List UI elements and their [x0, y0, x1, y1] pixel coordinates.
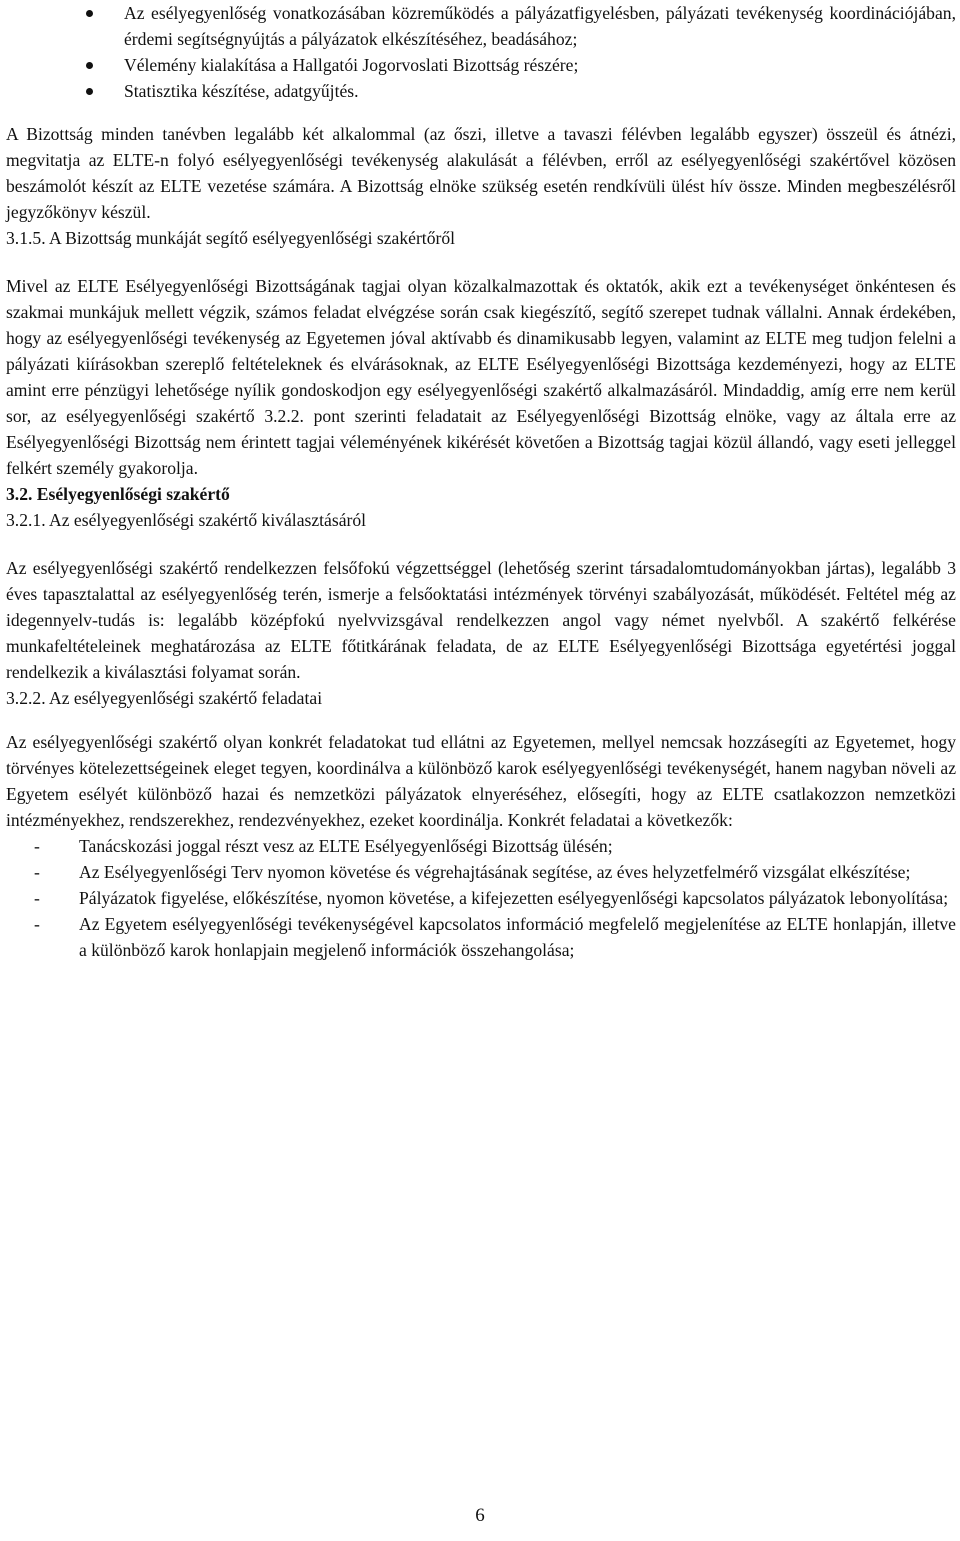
bullet-icon — [86, 10, 93, 17]
paragraph-3-2-2: Az esélyegyenlőségi szakértő olyan konkrét feladatokat tud ellátni az Egyetemen, mellyel nemcsak hozzásegíti az Egyetemet, hogy törvényes kötelezettségeinek eleget tegyen, koordinálva a különböző karok esélyegyenlőségi tevékenységét, hanem nagyban növeli az Egyetem esélyét különböző hazai és nemzetközi pályázatok elnyeréséhez, elősegíti, hogy az ELTE csatlakozzon nemzetközi intézményekhez, rendszerekhez, rendezvényekhez, ezeket koordinálja. Konkrét feladatai a következők: — [6, 732, 956, 830]
bullet-text: Vélemény kialakítása a Hallgatói Jogorvoslati Bizottság részére; — [124, 55, 579, 75]
section-heading-3-2-2: 3.2.2. Az esélyegyenlőségi szakértő feladatai — [6, 688, 323, 708]
page-number: 6 — [475, 1505, 485, 1526]
task-text: Az Esélyegyenlőségi Terv nyomon követése és végrehajtásának segítése, az éves helyzetfelmérő vizsgálat elkészítése; — [79, 862, 911, 882]
list-item — [6, 885, 956, 911]
document-page — [6, 0, 956, 963]
section-heading-3-2: 3.2. Esélyegyenlőségi szakértő — [6, 484, 230, 504]
list-item — [6, 859, 956, 885]
list-item — [6, 52, 956, 78]
list-item — [6, 78, 956, 104]
list-item — [6, 911, 956, 963]
task-text: Pályázatok figyelése, előkészítése, nyomon követése, a kifejezetten esélyegyenlőségi kapcsolatos pályázatok lebonyolítása; — [79, 888, 949, 908]
list-item — [6, 0, 956, 52]
bullet-text: Az esélyegyenlőség vonatkozásában közreműködés a pályázatfigyelésben, pályázati tevékenység koordinációjában, érdemi segítségnyújtás a pályázatok elkészítéséhez, beadásához; — [124, 3, 956, 49]
section-heading-3-1-5: 3.1.5. A Bizottság munkáját segítő esélyegyenlőségi szakértőről — [6, 228, 456, 248]
bullet-icon — [86, 88, 93, 95]
dash-marker: - — [34, 862, 40, 882]
dash-marker: - — [34, 888, 40, 908]
task-text: Tanácskozási joggal részt vesz az ELTE Esélyegyenlőségi Bizottság ülésén; — [79, 836, 613, 856]
bullet-icon — [86, 62, 93, 69]
dash-marker: - — [34, 836, 40, 856]
list-item — [6, 833, 956, 859]
intro-bullet-list — [6, 0, 956, 104]
paragraph-3-1-5: Mivel az ELTE Esélyegyenlőségi Bizottságának tagjai olyan közalkalmazottak és oktatók, akik ezt a tevékenységet önkéntesen és szakmai munkájuk mellett végzik, számos feladat elvégzése során csak kiegészítő, segítő szerepet tudnak vállalni. Annak érdekében, hogy az esélyegyenlőségi tevékenység az Egyetemen jóval aktívabb és dinamikusabb legyen, valamint az ELTE meg tudjon felelni a pályázati kiírásokban szereplő feltételeknek és elvárásoknak, az ELTE Esélyegyenlőségi Bizottsága kezdeményezi, hogy az ELTE amint erre pénzügyi lehetősége nyílik gondoskodjon egy esélyegyenlőségi szakértő alkalmazásáról. Mindaddig, amíg erre nem kerül sor, az esélyegyenlőségi szakértő 3.2.2. pont szerinti feladatait az Esélyegyenlőségi Bizottság elnöke, vagy az általa erre az Esélyegyenlőségi Bizottság nem érintett tagjai véleményének kikérését követően a Bizottság tagjai közül állandó, vagy eseti jelleggel felkért személy gyakorolja. — [6, 276, 956, 478]
bullet-text: Statisztika készítése, adatgyűjtés. — [124, 81, 359, 101]
paragraph-committee-meetings: A Bizottság minden tanévben legalább két alkalommal (az őszi, illetve a tavaszi félévben legalább egyszer) összeül és átnézi, megvitatja az ELTE-n folyó esélyegyenlőségi tevékenység alakulását a félévben, erről az esélyegyenlőségi szakértővel közösen beszámolót készít az ELTE vezetése számára. A Bizottság elnöke szükség esetén rendkívüli ülést hív össze. Minden megbeszélésről jegyzőkönyv készül. — [6, 124, 956, 222]
paragraph-3-2-1: Az esélyegyenlőségi szakértő rendelkezzen felsőfokú végzettséggel (lehetőség szerint társadalomtudományokban jártas), legalább 3 éves tapasztalattal az esélyegyenlőség terén, ismerje a felsőoktatási intézmények törvényi szabályozását, működését. Feltétel még az idegennyelv-tudás is: legalább középfokú nyelvvizsgával rendelkezzen angol vagy német nyelvből. A szakértő felkérése munkafeltételeinek meghatározása az ELTE főtitkárának feladata, de az ELTE Esélyegyenlőségi Bizottsága egyetértési joggal rendelkezik a kiválasztási folyamat során. — [6, 558, 956, 682]
tasks-list — [6, 833, 956, 963]
task-text: Az Egyetem esélyegyenlőségi tevékenységével kapcsolatos információ megfelelő megjelenítése az ELTE honlapján, illetve a különböző karok honlapjain megjelenő információk összehangolása; — [79, 914, 956, 960]
section-heading-3-2-1: 3.2.1. Az esélyegyenlőségi szakértő kiválasztásáról — [6, 510, 367, 530]
dash-marker: - — [34, 914, 40, 934]
